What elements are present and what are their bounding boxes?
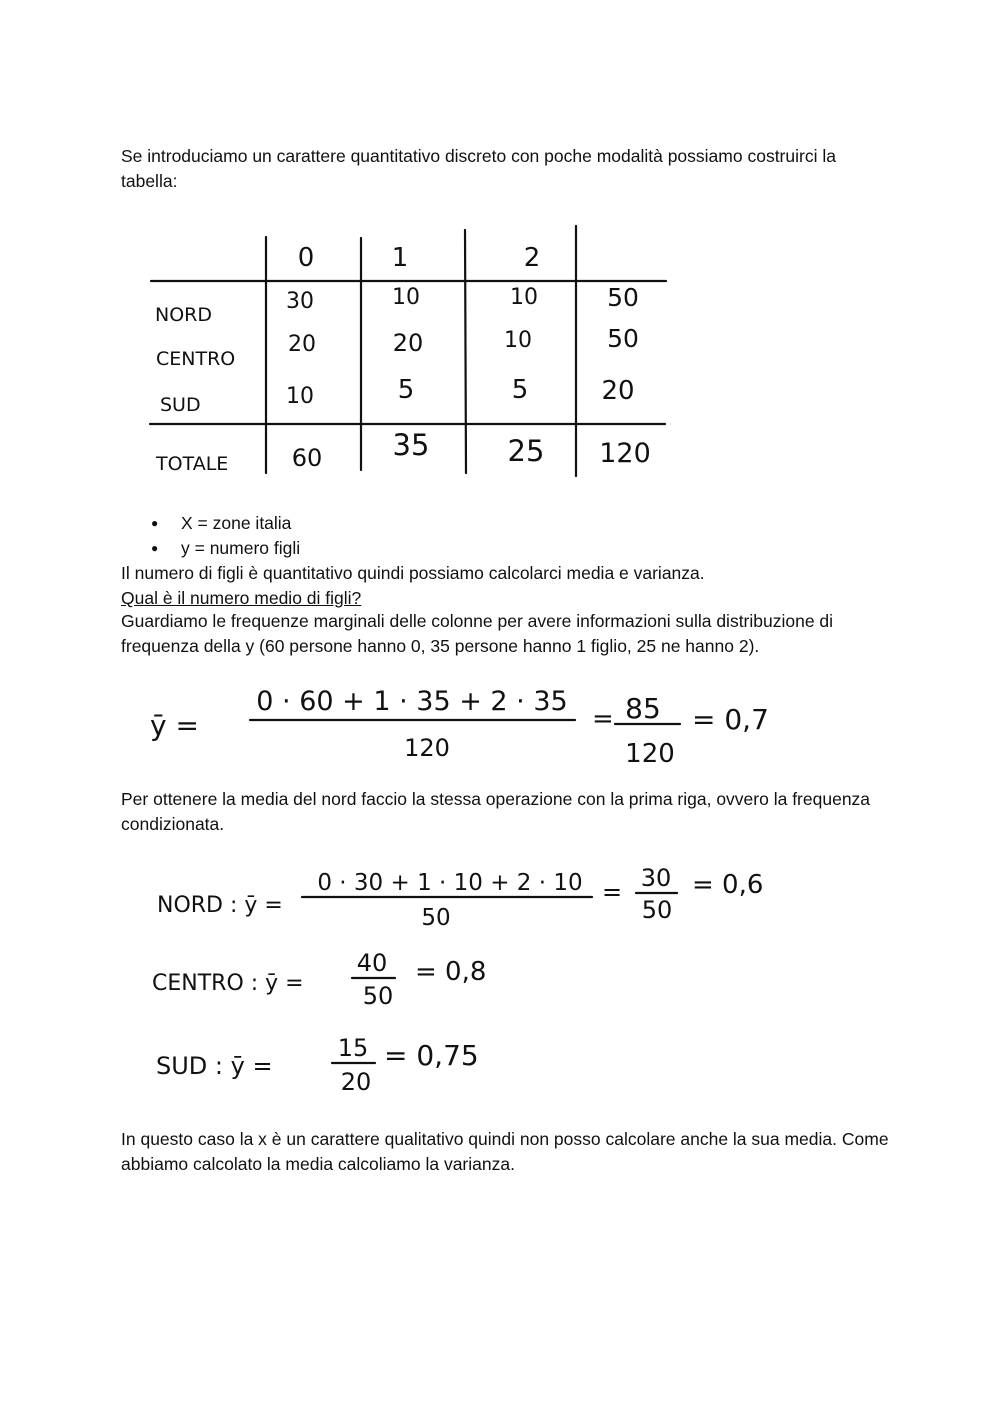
list-item: ● X = zone italia [121,511,881,536]
row-label-totale: TOTALE [156,453,229,475]
cell-centro-total: 50 [607,324,639,353]
cell-totale-0: 60 [291,444,323,472]
mean-numerator: 0 · 60 + 1 · 35 + 2 · 35 [256,686,568,717]
centro-frac-den: 50 [362,982,394,1010]
quantitative-paragraph: Il numero di figli è quantitativo quindi possiamo calcolarci media e varianza. [121,563,705,583]
nord-equals: = [602,878,623,906]
mean-formula [0,670,1000,775]
cell-nord-total: 50 [607,283,639,312]
mean-lhs: ȳ = [150,709,199,742]
nord-numerator: 0 · 30 + 1 · 10 + 2 · 10 [317,870,583,896]
row-label-nord: NORD [155,304,212,326]
marginal-paragraph: Guardiamo le frequenze marginali delle colonne per avere informazioni sulla distribuzione di frequenza della y (60 persone hanno 0, 35 persone hanno 1 figlio, 25 ne hanno 2). [121,611,834,656]
col-header-1: 1 [391,243,409,273]
row-label-centro: CENTRO [156,348,236,370]
centro-lhs: CENTRO : ȳ = [152,971,304,996]
cell-nord-1: 10 [392,285,420,310]
mean-result: = 0,7 [692,703,769,736]
row-label-sud: SUD [160,394,201,416]
cell-sud-2: 5 [511,375,529,405]
sud-result: = 0,75 [384,1039,479,1072]
nord-paragraph: Per ottenere la media del nord faccio la stessa operazione con la prima riga, ovvero la frequenza condizionata. [121,789,871,834]
cell-sud-0: 10 [286,384,314,409]
cell-centro-1: 20 [392,329,424,357]
intro-paragraph: Se introduciamo un carattere quantitativo discreto con poche modalità possiamo costruirci la tabella: [121,146,836,191]
variable-list [121,511,881,561]
cell-totale-2: 25 [507,434,545,468]
mean-denominator: 120 [404,734,450,762]
table-col-rule-3 [465,230,466,473]
conditional-means [0,860,1000,1105]
cell-totale-total: 120 [599,438,651,469]
handwritten-frequency-table [0,220,1000,485]
list-item: ● y = numero figli [121,536,881,561]
cell-sud-1: 5 [397,375,415,405]
col-header-0: 0 [297,243,315,273]
question-heading: Qual è il numero medio di figli? [121,588,362,608]
col-header-2: 2 [523,243,541,273]
final-paragraph: In questo caso la x è un carattere qualitativo quindi non posso calcolare anche la sua media. Come abbiamo calcolato la media calcoliamo la varianza. [121,1129,889,1174]
cell-centro-2: 10 [504,328,532,353]
nord-result: = 0,6 [692,870,764,900]
centro-frac-num: 40 [356,949,388,977]
sud-lhs: SUD : ȳ = [156,1052,273,1080]
cell-totale-1: 35 [392,428,430,462]
centro-result: = 0,8 [415,957,487,987]
nord-denominator: 50 [421,905,451,931]
mean-frac-num: 85 [625,692,661,725]
cell-nord-0: 30 [286,289,314,314]
sud-frac-den: 20 [340,1068,372,1096]
sud-frac-num: 15 [337,1034,369,1062]
nord-lhs: NORD : ȳ = [157,893,283,918]
cell-centro-0: 20 [288,332,316,357]
mean-frac-den: 120 [625,739,675,769]
nord-frac-den: 50 [641,896,673,924]
nord-frac-num: 30 [640,864,672,892]
mean-equals: = [592,704,614,734]
cell-nord-2: 10 [510,285,538,310]
cell-sud-total: 20 [601,376,635,406]
